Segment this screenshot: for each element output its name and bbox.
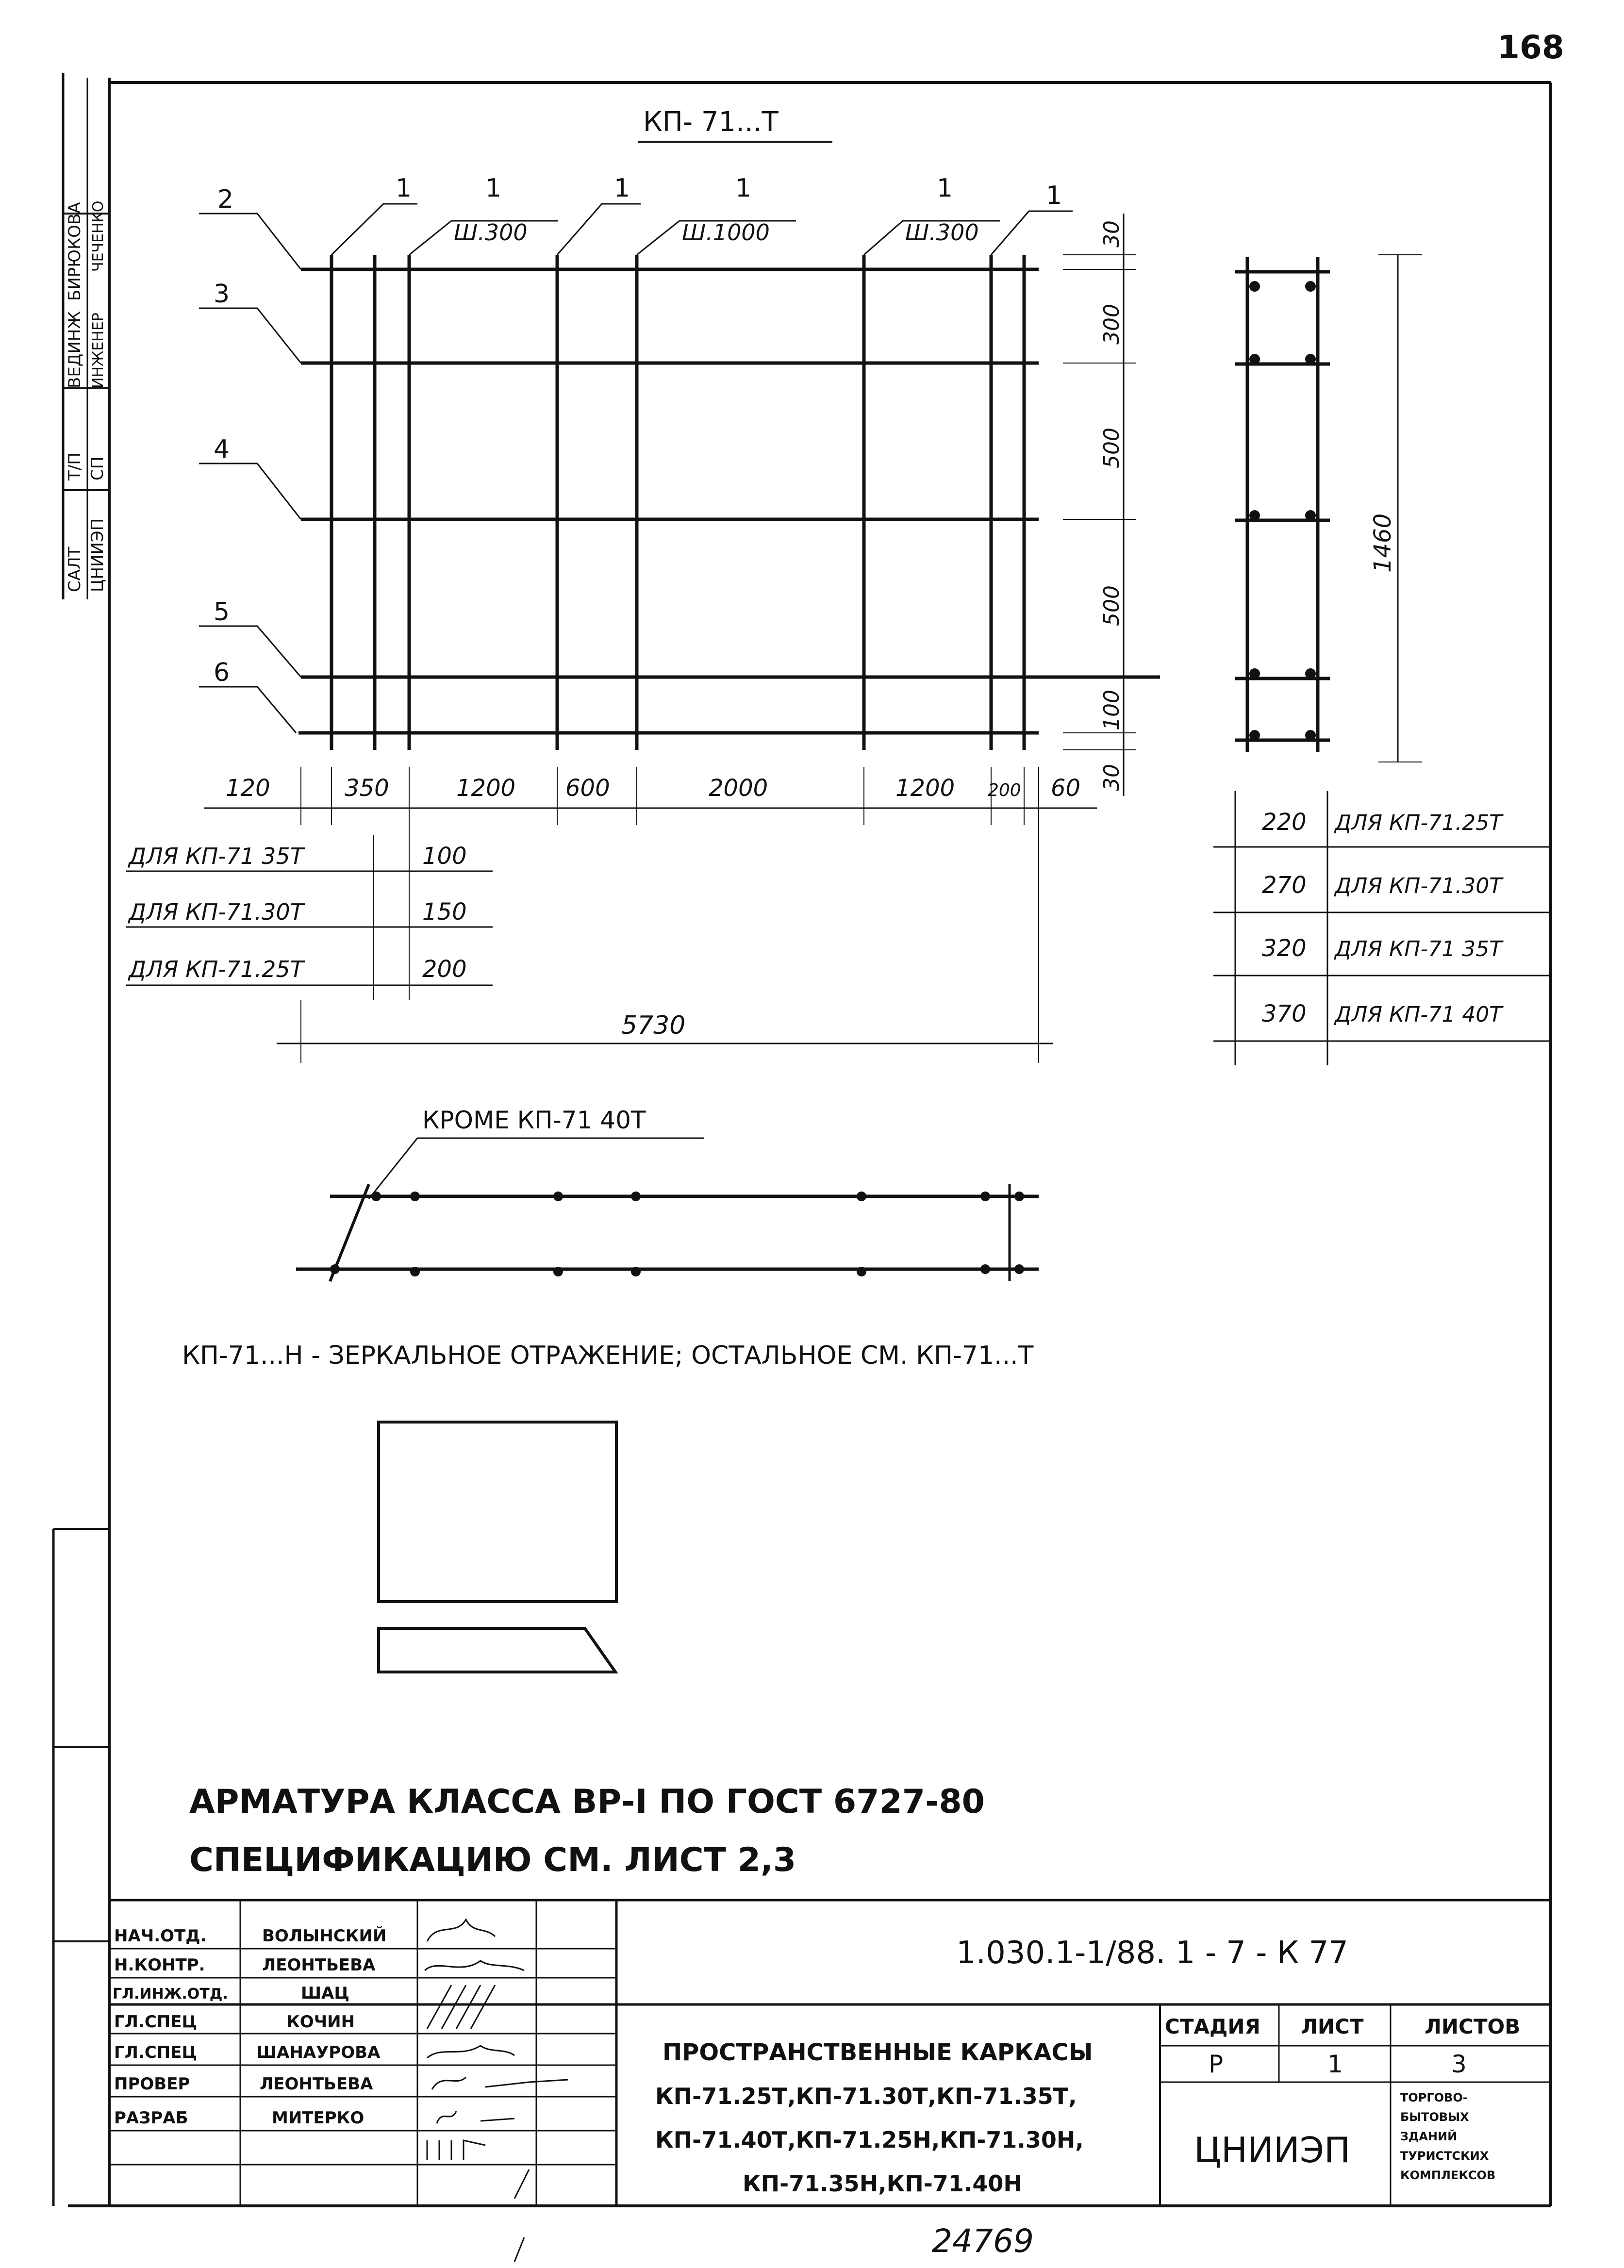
dim-v-30-bottom: 30: [1099, 764, 1124, 791]
org-desc-2: БЫТОВЫХ: [1400, 2110, 1469, 2124]
plan-view: [296, 1138, 1039, 1281]
description-line-4: КП-71.35Н,КП-71.40Н: [743, 2170, 1022, 2197]
pitch-label-1: Ш.300: [454, 219, 528, 246]
callout-1b: 1: [485, 174, 502, 203]
note-line-1: АРМАТУРА КЛАССА ВР-I ПО ГОСТ 6727-80: [189, 1783, 985, 1821]
sheet-header: ЛИСТ: [1301, 2015, 1364, 2038]
dim-h-350: 350: [345, 775, 389, 802]
section-width-3: 320: [1262, 935, 1307, 962]
section-width-label-1: ДЛЯ КП-71.25Т: [1335, 811, 1503, 835]
stamp-name-4: ЦНИИЭП: [88, 518, 107, 592]
sketch-bevel-box: [379, 1628, 615, 1672]
callout-6: 6: [214, 658, 230, 687]
except-label: КРОМЕ КП-71 40Т: [422, 1106, 646, 1134]
stage-header: СТАДИЯ: [1165, 2015, 1260, 2038]
inventory-number: 24769: [932, 2222, 1034, 2260]
stamp-name-3: СП: [88, 456, 107, 480]
mirror-note: КП-71...Н - ЗЕРКАЛЬНОЕ ОТРАЖЕНИЕ; ОСТАЛЬНОЕ СМ. КП-71...Т: [182, 1341, 1034, 1370]
stage-value: Р: [1209, 2050, 1224, 2078]
callout-1d: 1: [735, 174, 752, 203]
role-5: ГЛ.СПЕЦ: [114, 2043, 197, 2062]
note-line-2: СПЕЦИФИКАЦИЮ СМ. ЛИСТ 2,3: [189, 1841, 796, 1879]
variant-value-1: 100: [422, 843, 467, 870]
section-width-label-4: ДЛЯ КП-71 40Т: [1335, 1002, 1503, 1027]
stamp-role-3: Т/П: [65, 452, 84, 480]
stamp-role-4: САЛТ: [65, 546, 84, 592]
section-width-label-2: ДЛЯ КП-71.30Т: [1335, 874, 1503, 898]
stamp-name-1: БИРЮКОВА: [65, 202, 84, 301]
callout-4: 4: [214, 435, 230, 464]
stamp-role-1: ВЕДИНЖ: [65, 311, 84, 388]
side-stamp: [63, 78, 109, 599]
org-desc-5: КОМПЛЕКСОВ: [1400, 2169, 1496, 2182]
bottom-dimension-chain: [204, 767, 1097, 825]
bar-callouts-top: [331, 174, 1073, 255]
section-width-2: 270: [1262, 872, 1307, 899]
name-6: ЛЕОНТЬЕВА: [260, 2074, 373, 2094]
role-7: РАЗРАБ: [114, 2108, 188, 2128]
dim-v-500a: 500: [1099, 428, 1124, 468]
description-line-3: КП-71.40Т,КП-71.25Н,КП-71.30Н,: [655, 2127, 1084, 2153]
sheet-value: 1: [1327, 2050, 1343, 2078]
callout-1f: 1: [1046, 181, 1062, 210]
stamp-name-2: ЧЕЧЕНКО: [90, 200, 107, 272]
variant-value-3: 200: [422, 956, 467, 983]
variant-label-3: ДЛЯ КП-71.25Т: [129, 956, 304, 982]
total-length: 5730: [621, 1011, 686, 1040]
callout-5: 5: [214, 597, 230, 627]
name-4: КОЧИН: [286, 2012, 355, 2032]
sheets-header: ЛИСТОВ: [1425, 2015, 1521, 2038]
name-5: ШАНАУРОВА: [256, 2043, 381, 2062]
name-2: ЛЕОНТЬЕВА: [262, 1955, 376, 1975]
page-number: 168: [1497, 29, 1564, 66]
callout-2: 2: [217, 185, 234, 214]
dim-h-120: 120: [226, 775, 270, 802]
callout-1a: 1: [396, 174, 412, 203]
longitudinal-bars: [298, 269, 1160, 733]
description-line-1: ПРОСТРАНСТВЕННЫЕ КАРКАСЫ: [663, 2039, 1093, 2066]
variant-label-2: ДЛЯ КП-71.30Т: [129, 899, 304, 925]
right-dimension-chain: [1063, 214, 1136, 796]
description-line-2: КП-71.25Т,КП-71.30Т,КП-71.35Т,: [655, 2083, 1077, 2109]
dim-v-100: 100: [1099, 690, 1124, 730]
stamp-role-2: ИНЖЕНЕР: [90, 313, 107, 388]
org-name: ЦНИИЭП: [1194, 2130, 1351, 2170]
role-2: Н.КОНТР.: [114, 1955, 205, 1975]
dim-h-200: 200: [988, 780, 1021, 800]
dim-h-1200a: 1200: [456, 775, 516, 802]
section-width-4: 370: [1262, 1000, 1307, 1027]
role-6: ПРОВЕР: [114, 2074, 190, 2094]
dim-v-30-top: 30: [1099, 220, 1124, 248]
drawing-title: КП- 71...Т: [643, 106, 779, 138]
section-height: 1460: [1369, 513, 1396, 573]
callout-1c: 1: [614, 174, 630, 203]
dim-h-1200b: 1200: [895, 775, 955, 802]
pitch-label-2: Ш.1000: [682, 219, 770, 246]
dim-v-300: 300: [1099, 304, 1124, 345]
callout-3: 3: [214, 280, 230, 309]
doc-code: 1.030.1-1/88. 1 - 7 - К 77: [956, 1935, 1348, 1971]
role-3: ГЛ.ИНЖ.ОТД.: [113, 1986, 228, 2003]
callout-1e: 1: [937, 174, 953, 203]
variant-label-1: ДЛЯ КП-71 35Т: [129, 843, 304, 869]
pitch-label-3: Ш.300: [905, 219, 979, 246]
sheets-value: 3: [1451, 2050, 1467, 2078]
bar-callouts-left: [199, 185, 301, 733]
variant-value-2: 150: [422, 898, 467, 926]
dim-v-500b: 500: [1099, 585, 1124, 626]
name-1: ВОЛЫНСКИЙ: [262, 1926, 387, 1946]
name-7: МИТЕРКО: [272, 2108, 365, 2128]
role-4: ГЛ.СПЕЦ: [114, 2012, 197, 2032]
org-desc-3: ЗДАНИЙ: [1400, 2130, 1458, 2143]
section-width-label-3: ДЛЯ КП-71 35Т: [1335, 937, 1503, 961]
org-desc-1: ТОРГОВО-: [1400, 2091, 1468, 2104]
sketch-rectangle: [379, 1422, 616, 1602]
section-width-1: 220: [1262, 809, 1307, 836]
dim-h-600: 600: [565, 775, 610, 802]
sheet-frame: [53, 73, 1551, 2206]
dim-h-60: 60: [1051, 775, 1081, 802]
name-3: ШАЦ: [301, 1984, 349, 2003]
role-1: НАЧ.ОТД.: [114, 1926, 207, 1946]
org-desc-4: ТУРИСТСКИХ: [1400, 2149, 1489, 2163]
dim-h-2000: 2000: [709, 775, 768, 802]
